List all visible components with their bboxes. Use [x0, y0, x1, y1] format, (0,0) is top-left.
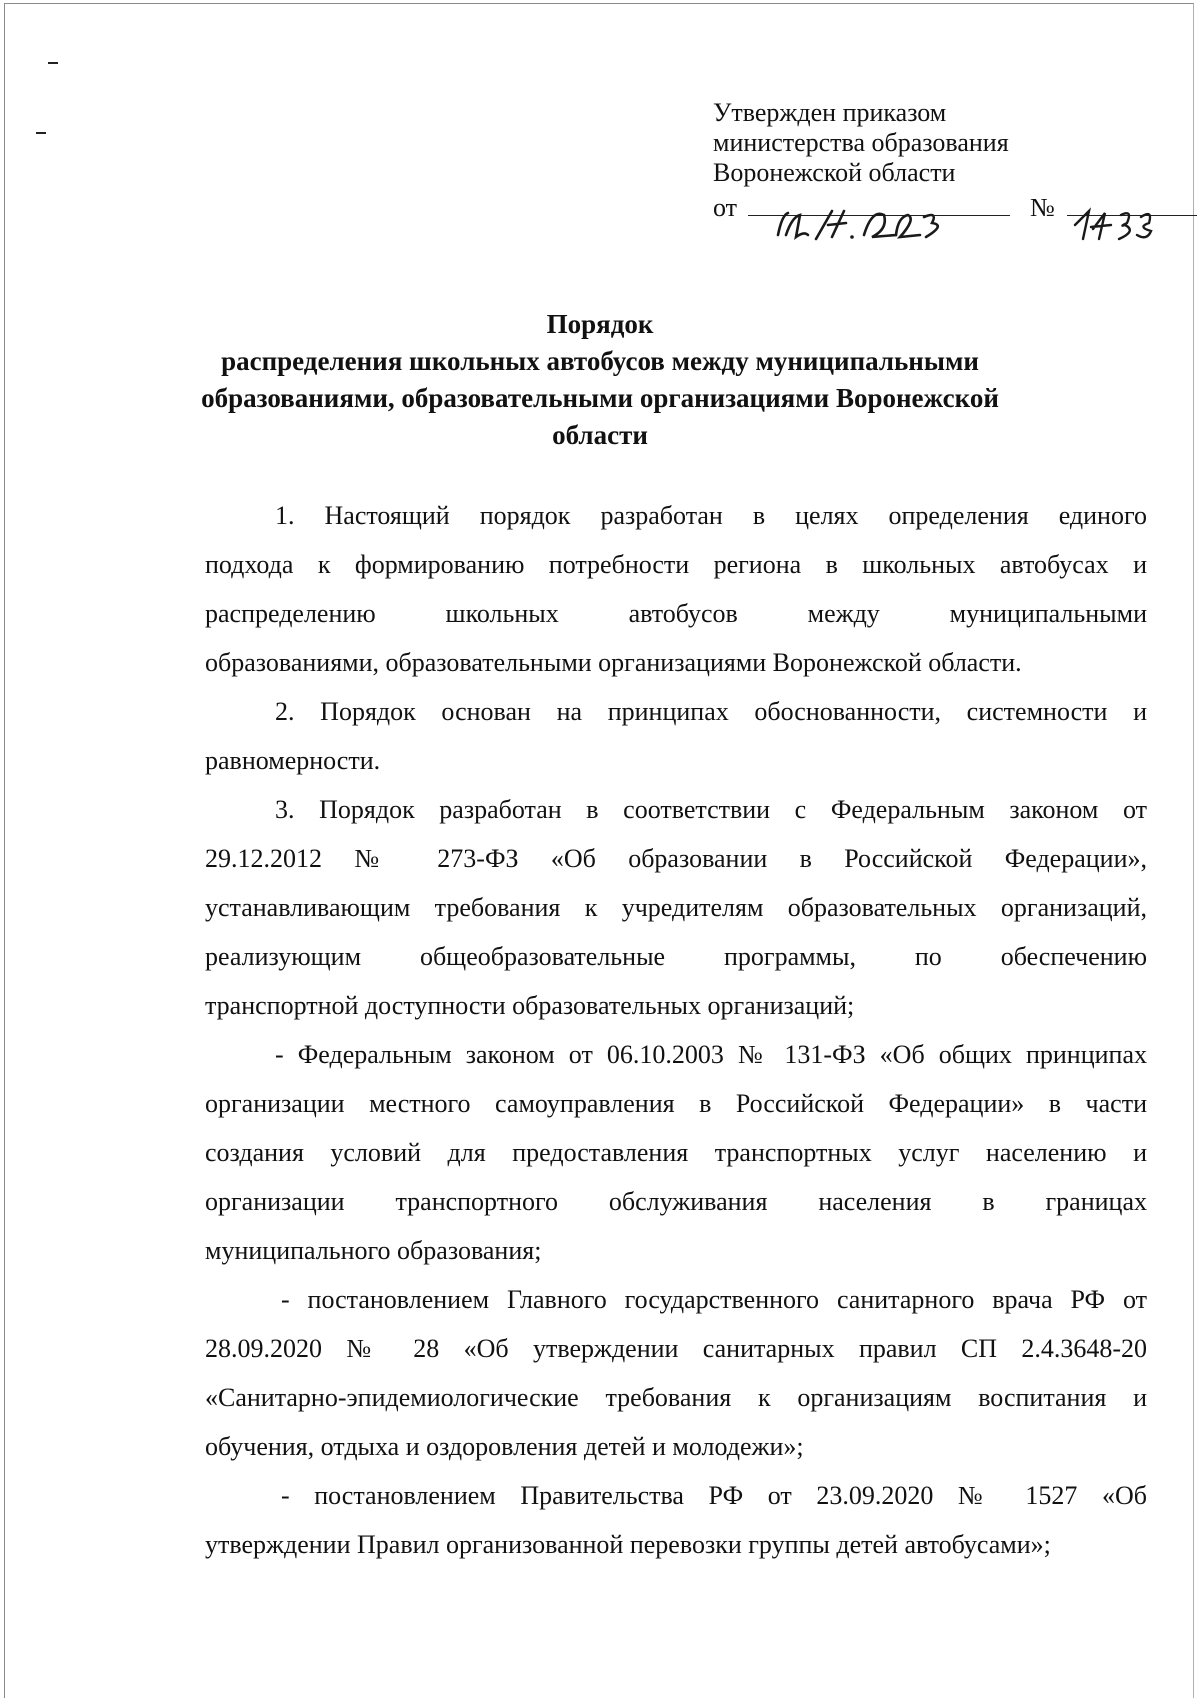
paragraph-line: создания условий для предоставления транспортных услуг населению и — [205, 1138, 1147, 1167]
title-line: образованиями, образовательными организациями Воронежской — [201, 383, 999, 413]
paragraph-line: - постановлением Правительства РФ от 23.09.2020 № 1527 «Об — [281, 1481, 1147, 1510]
paragraph-line: обучения, отдыха и оздоровления детей и молодежи»; — [205, 1432, 804, 1461]
handwritten-number-signature — [1067, 205, 1197, 245]
approval-block — [713, 98, 1009, 188]
paragraph-line: 1. Настоящий порядок разработан в целях определения единого — [275, 501, 1147, 530]
from-label: от — [713, 193, 738, 222]
document-title — [200, 306, 1000, 454]
paragraph-line: - постановлением Главного государственного санитарного врача РФ от — [281, 1285, 1147, 1314]
paragraph-line: - Федеральным законом от 06.10.2003 № 131-ФЗ «Об общих принципах — [275, 1040, 1147, 1069]
title-line: распределения школьных автобусов между муниципальными — [221, 346, 979, 376]
paragraph-line: 28.09.2020 № 28 «Об утверждении санитарных правил СП 2.4.3648-20 — [205, 1334, 1147, 1363]
paragraph-line: транспортной доступности образовательных организаций; — [205, 991, 855, 1020]
approval-line: министерства образования — [713, 128, 1009, 157]
paragraph-line: организации транспортного обслуживания населения в границах — [205, 1187, 1147, 1216]
paragraph-line: 3. Порядок разработан в соответствии с Федеральным законом от — [275, 795, 1147, 824]
scan-mark — [48, 62, 58, 64]
paragraph-line: 2. Порядок основан на принципах обоснованности, системности и — [275, 697, 1147, 726]
approval-line: Воронежской области — [713, 158, 956, 187]
paragraph-line: устанавливающим требования к учредителям образовательных организаций, — [205, 893, 1147, 922]
scan-mark — [36, 132, 46, 134]
paragraph-line: равномерности. — [205, 746, 381, 775]
number-field — [1067, 215, 1197, 216]
paragraph-line: «Санитарно-эпидемиологические требования к организациям воспитания и — [205, 1383, 1147, 1412]
number-label: № — [1030, 193, 1055, 222]
paragraph-line: образованиями, образовательными организациями Воронежской области. — [205, 648, 1022, 677]
title-line: Порядок — [546, 309, 654, 339]
paragraph-line: реализующим общеобразовательные программы, по обеспечению — [205, 942, 1147, 971]
paragraph-line: организации местного самоуправления в Российской Федерации» в части — [205, 1089, 1147, 1118]
paragraph-line: муниципального образования; — [205, 1236, 542, 1265]
approval-reference-line — [713, 190, 1197, 226]
title-line: области — [552, 420, 648, 450]
document-body — [205, 491, 1147, 1569]
paragraph-line: подхода к формированию потребности региона в школьных автобусах и — [205, 550, 1147, 579]
paragraph-line: утверждении Правил организованной перевозки группы детей автобусами»; — [205, 1530, 1051, 1559]
handwritten-date-signature — [748, 205, 1010, 245]
date-field — [748, 215, 1010, 216]
approval-line: Утвержден приказом — [713, 98, 947, 127]
paragraph-line: 29.12.2012 № 273-ФЗ «Об образовании в Российской Федерации», — [205, 844, 1147, 873]
paragraph-line: распределению школьных автобусов между муниципальными — [205, 599, 1147, 628]
